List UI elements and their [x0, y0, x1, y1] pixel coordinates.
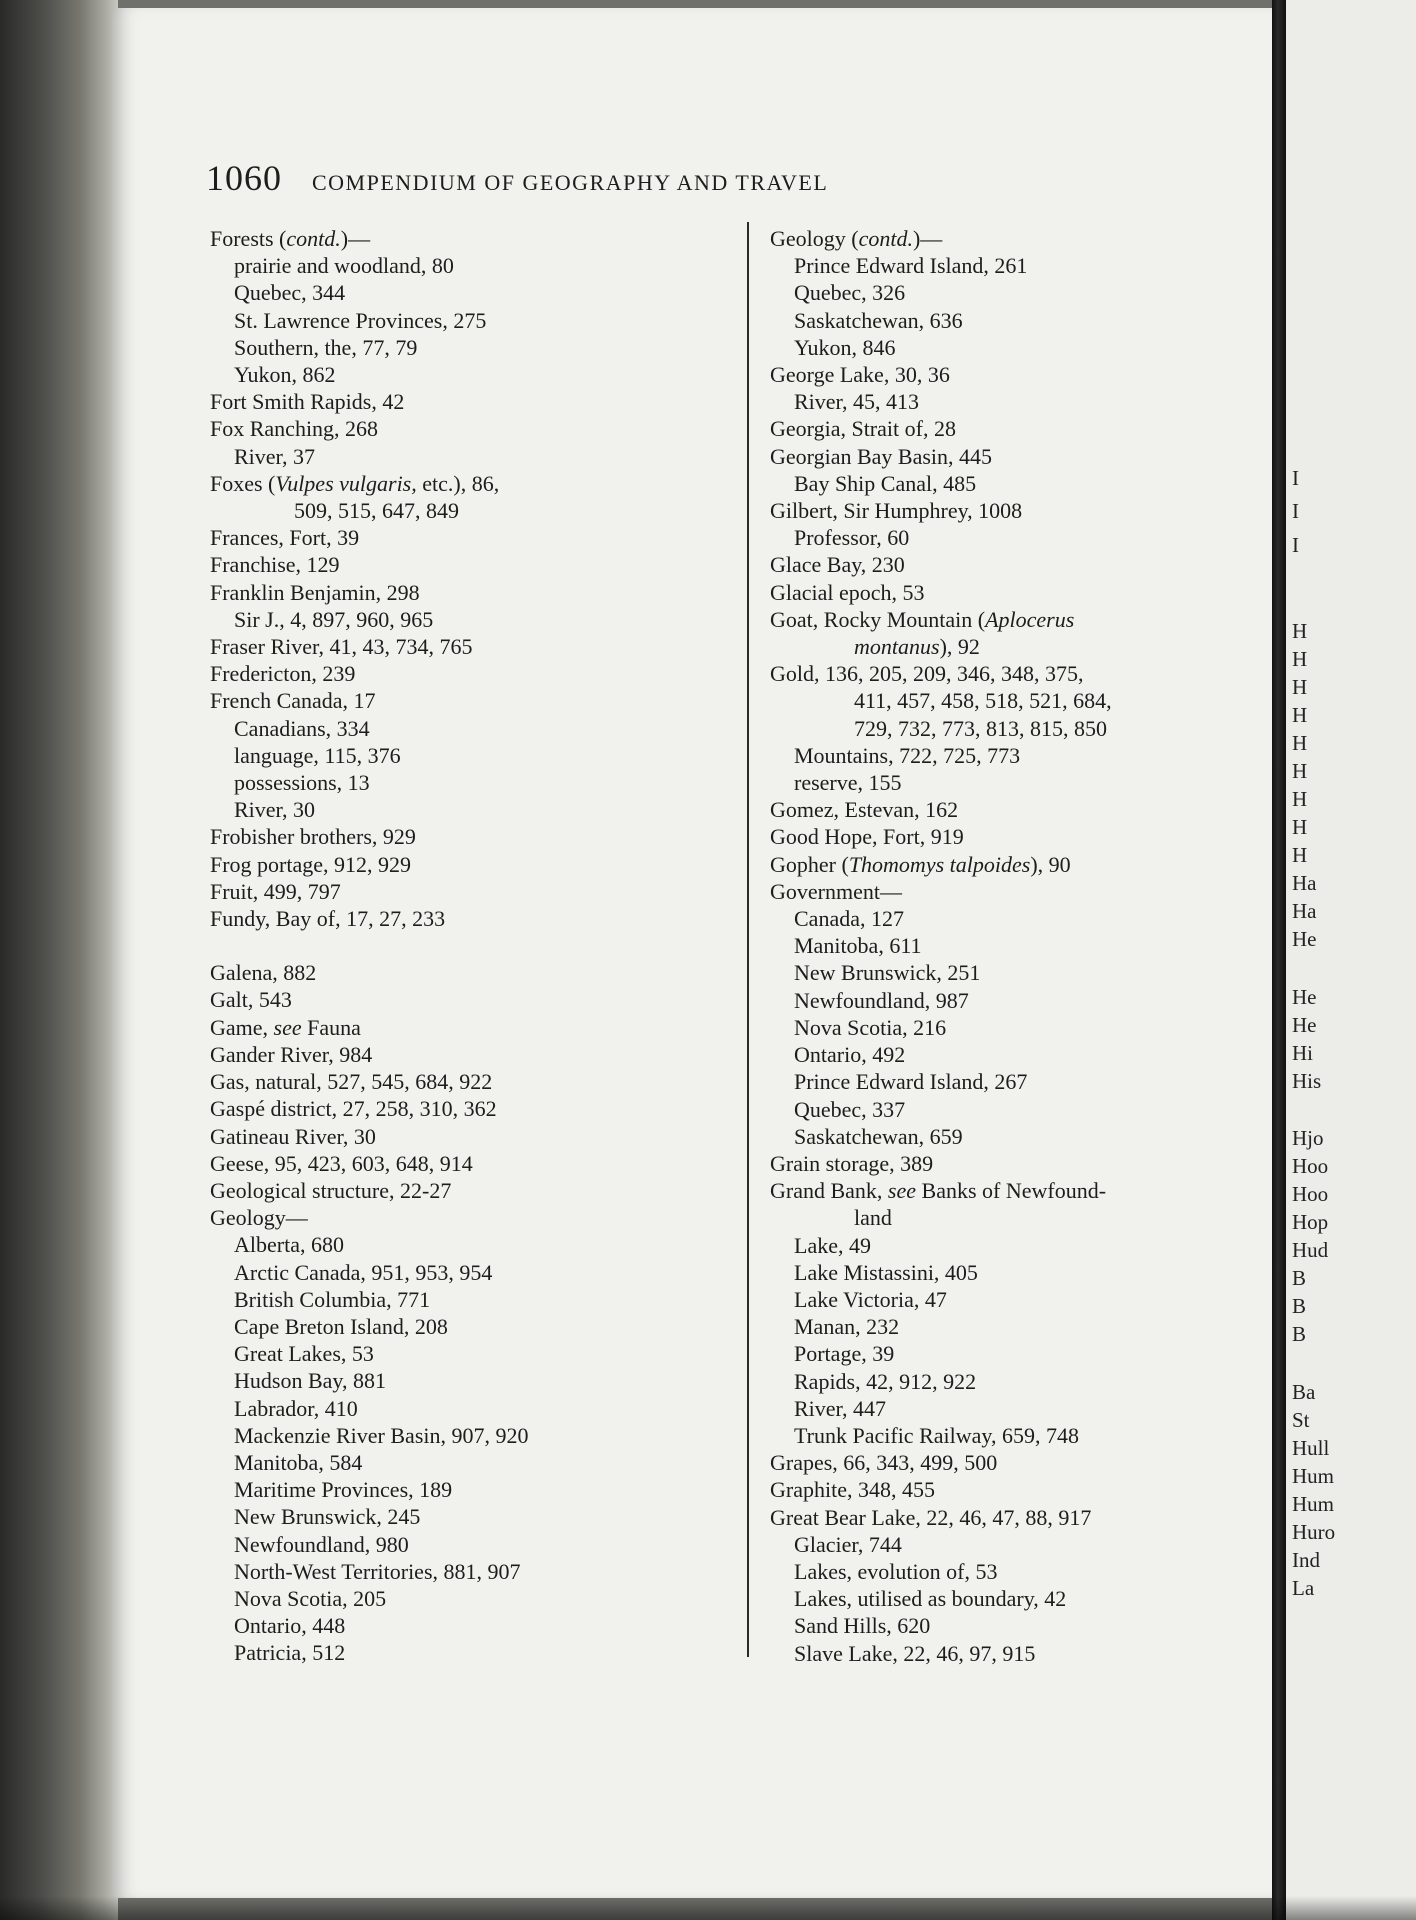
entry-text: Prince Edward Island, 261 — [794, 253, 1028, 279]
entry-text: Geology ( — [770, 226, 859, 251]
entry-text: Fort Smith Rapids, 42 — [210, 389, 405, 415]
entry-text: Gas, natural, 527, 545, 684, 922 — [210, 1069, 493, 1095]
page-header — [206, 157, 828, 199]
entry-text: Frances, Fort, 39 — [210, 525, 360, 551]
index-subentry — [770, 1585, 1230, 1612]
entry-italic-text: see — [273, 1014, 302, 1040]
index-entry — [210, 1014, 720, 1041]
entry-text: Canadians, 334 — [234, 715, 370, 741]
facing-page-fragment: Ha — [1292, 871, 1317, 895]
index-subentry — [770, 959, 1230, 986]
index-subentry — [210, 1476, 720, 1503]
index-subentry — [770, 388, 1230, 415]
running-title: COMPENDIUM OF GEOGRAPHY AND TRAVEL — [312, 170, 829, 195]
entry-text: Yukon, 862 — [234, 362, 336, 388]
index-entry-continuation — [770, 687, 1230, 714]
entry-text-after: Fauna — [301, 1014, 361, 1040]
entry-text: French Canada, 17 — [210, 688, 376, 714]
entry-text: Great Lakes, 53 — [234, 1341, 374, 1367]
facing-page-fragment: Huro — [1292, 1520, 1336, 1544]
facing-page-fragment: I — [1292, 533, 1299, 557]
index-entry — [770, 878, 1230, 905]
facing-page-fragment: H — [1292, 619, 1308, 643]
entry-text: Frog portage, 912, 929 — [210, 851, 412, 877]
index-entry — [770, 443, 1230, 470]
entry-text: reserve, 155 — [794, 770, 902, 796]
index-entry — [210, 1095, 720, 1122]
index-subentry — [770, 1123, 1230, 1150]
index-entry — [770, 1504, 1230, 1531]
facing-page-fragment: Hoo — [1292, 1182, 1329, 1206]
facing-page-fragment: He — [1292, 985, 1317, 1009]
index-entry-continuation — [770, 633, 1230, 660]
entry-text: Slave Lake, 22, 46, 97, 915 — [794, 1640, 1036, 1666]
facing-page-fragment: Hum — [1292, 1464, 1334, 1488]
entry-text: Geology— — [210, 1205, 308, 1231]
entry-text-after: ), 90 — [1030, 851, 1071, 877]
entry-text: George Lake, 30, 36 — [770, 362, 950, 388]
entry-text: Cape Breton Island, 208 — [234, 1313, 448, 1339]
index-entry — [770, 1177, 1230, 1204]
index-entry — [770, 1150, 1230, 1177]
entry-text: Government— — [770, 878, 902, 904]
index-subentry — [770, 1259, 1230, 1286]
entry-text: possessions, 13 — [234, 770, 370, 796]
entry-text: River, 37 — [234, 443, 315, 469]
index-subentry — [210, 1395, 720, 1422]
entry-text: Galt, 543 — [210, 987, 292, 1013]
index-letter-gap — [210, 932, 720, 959]
entry-italic-text: see — [887, 1178, 917, 1204]
index-subentry — [210, 715, 720, 742]
index-subentry — [210, 307, 720, 334]
entry-text: Prince Edward Island, 267 — [794, 1069, 1028, 1095]
facing-page-fragment: Hum — [1292, 1492, 1334, 1516]
index-subentry — [770, 1232, 1230, 1259]
entry-text-after: etc.), 86, — [416, 470, 500, 496]
facing-page-fragment: Ba — [1292, 1380, 1316, 1404]
entry-text: River, 30 — [234, 797, 315, 823]
entry-text: Foxes ( — [210, 470, 276, 496]
facing-page-fragment: B — [1292, 1294, 1307, 1318]
entry-text: Mountains, 722, 725, 773 — [794, 742, 1021, 768]
entry-text: Lake Mistassini, 405 — [794, 1259, 978, 1285]
facing-page-fragment: B — [1292, 1322, 1307, 1346]
entry-text: Portage, 39 — [794, 1341, 895, 1367]
index-entry — [210, 1041, 720, 1068]
entry-text: Great Bear Lake, 22, 46, 47, 88, 917 — [770, 1504, 1092, 1530]
index-entry — [210, 524, 720, 551]
index-subentry — [210, 1286, 720, 1313]
entry-text: Galena, 882 — [210, 960, 317, 986]
facing-page-fragment: H — [1292, 703, 1308, 727]
index-subentry — [210, 742, 720, 769]
index-subentry — [770, 279, 1230, 306]
facing-page-fragment: H — [1292, 675, 1308, 699]
entry-italic-text: Thomomys talpoides — [848, 851, 1031, 877]
page-number: 1060 — [206, 158, 282, 198]
entry-text: Gaspé district, 27, 258, 310, 362 — [210, 1096, 497, 1122]
index-subentry — [770, 905, 1230, 932]
index-entry — [210, 1123, 720, 1150]
entry-text: Glacier, 744 — [794, 1531, 902, 1557]
entry-text: Nova Scotia, 205 — [234, 1585, 387, 1611]
index-subentry — [210, 796, 720, 823]
index-entry — [210, 579, 720, 606]
entry-text: Gilbert, Sir Humphrey, 1008 — [770, 498, 1023, 524]
index-entry — [770, 606, 1230, 633]
entry-text: Franchise, 129 — [210, 552, 340, 578]
entry-text: Labrador, 410 — [234, 1395, 358, 1421]
index-entry — [210, 878, 720, 905]
index-entry-continuation — [770, 1204, 1230, 1231]
entry-text: 411, 457, 458, 518, 521, 684, — [854, 688, 1112, 714]
entry-text: language, 115, 376 — [234, 742, 401, 768]
index-entry — [210, 388, 720, 415]
entry-text: Newfoundland, 987 — [794, 987, 969, 1013]
index-subentry — [770, 1368, 1230, 1395]
entry-text: Rapids, 42, 912, 922 — [794, 1368, 977, 1394]
entry-text: Hudson Bay, 881 — [234, 1368, 386, 1394]
index-entry — [770, 579, 1230, 606]
index-subentry — [210, 1367, 720, 1394]
entry-text-after: )— — [340, 226, 371, 251]
index-subentry — [210, 1259, 720, 1286]
index-entry — [770, 1476, 1230, 1503]
entry-text: Sir J., 4, 897, 960, 965 — [234, 606, 434, 632]
index-subentry — [210, 1231, 720, 1258]
index-entry — [770, 1449, 1230, 1476]
entry-text: New Brunswick, 245 — [234, 1504, 421, 1530]
index-entry — [210, 633, 720, 660]
facing-page-fragment: La — [1292, 1576, 1315, 1600]
facing-page-edge — [1286, 0, 1416, 1920]
index-entry — [770, 796, 1230, 823]
entry-text-after: ), 92 — [939, 634, 980, 660]
entry-text: Grapes, 66, 343, 499, 500 — [770, 1450, 998, 1476]
index-subentry — [210, 1449, 720, 1476]
facing-page-fragment: H — [1292, 787, 1308, 811]
entry-text: Graphite, 348, 455 — [770, 1477, 935, 1503]
index-subentry — [210, 1639, 720, 1666]
book-spine-edge — [0, 0, 118, 1920]
entry-text: Arctic Canada, 951, 953, 954 — [234, 1259, 493, 1285]
entry-text: Fruit, 499, 797 — [210, 878, 341, 904]
entry-text: Manitoba, 584 — [234, 1449, 363, 1475]
facing-page-fragment: H — [1292, 759, 1308, 783]
index-subentry — [210, 279, 720, 306]
index-entry — [770, 225, 1230, 252]
facing-page-fragment: Ha — [1292, 899, 1317, 923]
facing-page-fragment: His — [1292, 1069, 1322, 1093]
entry-text: Fundy, Bay of, 17, 27, 233 — [210, 906, 446, 932]
index-subentry — [770, 987, 1230, 1014]
entry-text: Georgia, Strait of, 28 — [770, 416, 956, 442]
facing-page-fragment: I — [1292, 499, 1299, 523]
facing-page-fragment: B — [1292, 1266, 1307, 1290]
entry-text: Manan, 232 — [794, 1314, 900, 1340]
index-subentry — [210, 443, 720, 470]
entry-text: Forests ( — [210, 226, 287, 251]
entry-text: Fox Ranching, 268 — [210, 416, 379, 442]
entry-text: Maritime Provinces, 189 — [234, 1477, 453, 1503]
entry-italic-text: Aplocerus — [985, 606, 1075, 632]
index-subentry — [770, 1096, 1230, 1123]
index-subentry — [210, 361, 720, 388]
entry-text: Alberta, 680 — [234, 1232, 344, 1258]
entry-text: 729, 732, 773, 813, 815, 850 — [854, 715, 1107, 741]
entry-text: Goat, Rocky Mountain ( — [770, 606, 986, 632]
index-subentry — [770, 1395, 1230, 1422]
entry-text: Good Hope, Fort, 919 — [770, 824, 964, 850]
entry-text: Fraser River, 41, 43, 734, 765 — [210, 634, 473, 660]
index-subentry — [210, 1531, 720, 1558]
entry-text: British Columbia, 771 — [234, 1286, 431, 1312]
facing-page-fragment: He — [1292, 1013, 1317, 1037]
index-entry — [210, 1150, 720, 1177]
entry-text: Lakes, evolution of, 53 — [794, 1558, 998, 1584]
facing-page-fragment: Hud — [1292, 1238, 1329, 1262]
index-subentry — [770, 1313, 1230, 1340]
index-subentry — [210, 769, 720, 796]
facing-page-fragment: Hjo — [1292, 1126, 1324, 1150]
index-subentry — [210, 252, 720, 279]
index-entry — [210, 986, 720, 1013]
index-subentry — [770, 1041, 1230, 1068]
index-entry — [210, 851, 720, 878]
index-entry — [210, 470, 720, 497]
index-entry — [770, 361, 1230, 388]
entry-text: Saskatchewan, 659 — [794, 1123, 963, 1149]
entry-text: Lakes, utilised as boundary, 42 — [794, 1586, 1067, 1612]
entry-text: Gatineau River, 30 — [210, 1123, 376, 1149]
facing-page-fragment: Ind — [1292, 1548, 1320, 1572]
entry-text: Geese, 95, 423, 603, 648, 914 — [210, 1150, 473, 1176]
book-gutter — [1272, 0, 1286, 1920]
facing-page-fragment: H — [1292, 815, 1308, 839]
index-subentry — [770, 334, 1230, 361]
facing-page-fragment: St — [1292, 1408, 1310, 1432]
entry-text: Ontario, 448 — [234, 1613, 346, 1639]
entry-text: land — [854, 1205, 892, 1231]
index-entry — [210, 551, 720, 578]
facing-page-fragment: Hi — [1292, 1041, 1313, 1065]
index-subentry — [770, 769, 1230, 796]
entry-text: River, 447 — [794, 1395, 886, 1421]
entry-text: Frobisher brothers, 929 — [210, 824, 416, 850]
entry-text: Gopher ( — [770, 851, 849, 877]
page-bottom-shadow — [0, 1896, 1416, 1920]
index-entry — [770, 823, 1230, 850]
entry-text: Bay Ship Canal, 485 — [794, 470, 977, 496]
index-entry — [210, 823, 720, 850]
entry-text: Manitoba, 611 — [794, 933, 922, 959]
index-subentry — [210, 1503, 720, 1530]
index-entry-continuation — [770, 715, 1230, 742]
index-subentry — [210, 606, 720, 633]
column-divider — [747, 222, 749, 1657]
index-subentry — [770, 1531, 1230, 1558]
entry-text: Nova Scotia, 216 — [794, 1014, 947, 1040]
entry-text: prairie and woodland, 80 — [234, 253, 454, 279]
index-subentry — [770, 1612, 1230, 1639]
index-subentry — [210, 1340, 720, 1367]
facing-page-fragment: He — [1292, 927, 1317, 951]
index-subentry — [770, 932, 1230, 959]
entry-text-after: )— — [912, 226, 943, 251]
index-entry — [210, 415, 720, 442]
entry-text: 509, 515, 647, 849 — [294, 498, 459, 524]
facing-page-fragment: Hoo — [1292, 1154, 1329, 1178]
entry-text: Gomez, Estevan, 162 — [770, 797, 959, 823]
index-subentry — [770, 1014, 1230, 1041]
entry-text: Grand Bank, — [770, 1178, 888, 1204]
index-entry — [210, 905, 720, 932]
index-entry — [210, 687, 720, 714]
entry-italic-text: montanus — [854, 634, 940, 660]
entry-text: St. Lawrence Provinces, 275 — [234, 307, 487, 333]
entry-text: River, 45, 413 — [794, 389, 919, 415]
entry-text: Glace Bay, 230 — [770, 552, 905, 578]
entry-text: Canada, 127 — [794, 906, 904, 932]
index-entry — [770, 551, 1230, 578]
entry-text: Sand Hills, 620 — [794, 1613, 931, 1639]
index-entry — [770, 497, 1230, 524]
entry-text: Yukon, 846 — [794, 334, 896, 360]
index-subentry — [770, 524, 1230, 551]
index-entry — [210, 225, 720, 252]
entry-text: Southern, the, 77, 79 — [234, 334, 418, 360]
entry-text: Saskatchewan, 636 — [794, 307, 963, 333]
index-entry — [770, 660, 1230, 687]
index-subentry — [770, 1558, 1230, 1585]
entry-text: Game, — [210, 1014, 274, 1040]
entry-text: Franklin Benjamin, 298 — [210, 579, 420, 605]
index-subentry — [770, 252, 1230, 279]
index-entry-continuation — [210, 497, 720, 524]
facing-page-fragment: H — [1292, 647, 1308, 671]
index-subentry — [770, 307, 1230, 334]
index-subentry — [770, 1640, 1230, 1667]
index-column-right — [770, 225, 1230, 1667]
entry-text: Ontario, 492 — [794, 1042, 906, 1068]
entry-text: Fredericton, 239 — [210, 661, 356, 687]
entry-text: Trunk Pacific Railway, 659, 748 — [794, 1422, 1079, 1448]
index-subentry — [770, 742, 1230, 769]
entry-text: Quebec, 326 — [794, 280, 906, 306]
index-entry — [210, 959, 720, 986]
entry-text: Newfoundland, 980 — [234, 1531, 409, 1557]
facing-page-fragment: I — [1292, 466, 1299, 490]
facing-page-fragment: Hull — [1292, 1436, 1330, 1460]
entry-italic-text: contd. — [286, 226, 341, 251]
entry-text: Lake Victoria, 47 — [794, 1286, 947, 1312]
index-subentry — [210, 1313, 720, 1340]
index-subentry — [770, 470, 1230, 497]
facing-page-fragment: Hop — [1292, 1210, 1329, 1234]
entry-text: Glacial epoch, 53 — [770, 579, 925, 605]
entry-text: Grain storage, 389 — [770, 1150, 934, 1176]
entry-italic-text: contd. — [858, 226, 913, 251]
entry-text: Geological structure, 22-27 — [210, 1177, 452, 1203]
facing-page-fragment: H — [1292, 843, 1308, 867]
entry-text: Gold, 136, 205, 209, 346, 348, 375, — [770, 661, 1084, 687]
entry-text: Patricia, 512 — [234, 1640, 346, 1666]
entry-text: Quebec, 337 — [794, 1096, 906, 1122]
index-entry — [210, 1068, 720, 1095]
entry-text: Gander River, 984 — [210, 1041, 373, 1067]
index-subentry — [210, 1422, 720, 1449]
index-subentry — [770, 1068, 1230, 1095]
index-entry — [770, 415, 1230, 442]
entry-text: Lake, 49 — [794, 1232, 871, 1258]
index-subentry — [210, 334, 720, 361]
entry-text: Georgian Bay Basin, 445 — [770, 443, 993, 469]
facing-page-fragment: H — [1292, 731, 1308, 755]
entry-text-after: Banks of Newfound- — [916, 1178, 1107, 1204]
index-entry — [210, 660, 720, 687]
index-entry — [210, 1177, 720, 1204]
index-subentry — [770, 1340, 1230, 1367]
entry-text: Professor, 60 — [794, 525, 910, 551]
entry-text: New Brunswick, 251 — [794, 960, 981, 986]
index-entry — [210, 1204, 720, 1231]
index-subentry — [770, 1286, 1230, 1313]
index-subentry — [770, 1422, 1230, 1449]
index-subentry — [210, 1585, 720, 1612]
entry-text: Quebec, 344 — [234, 280, 346, 306]
index-entry — [770, 851, 1230, 878]
entry-italic-text: Vulpes vulgaris, — [275, 470, 417, 496]
entry-text: North-West Territories, 881, 907 — [234, 1558, 521, 1584]
index-subentry — [210, 1558, 720, 1585]
entry-text: Mackenzie River Basin, 907, 920 — [234, 1422, 529, 1448]
index-subentry — [210, 1612, 720, 1639]
index-column-left — [210, 225, 720, 1667]
